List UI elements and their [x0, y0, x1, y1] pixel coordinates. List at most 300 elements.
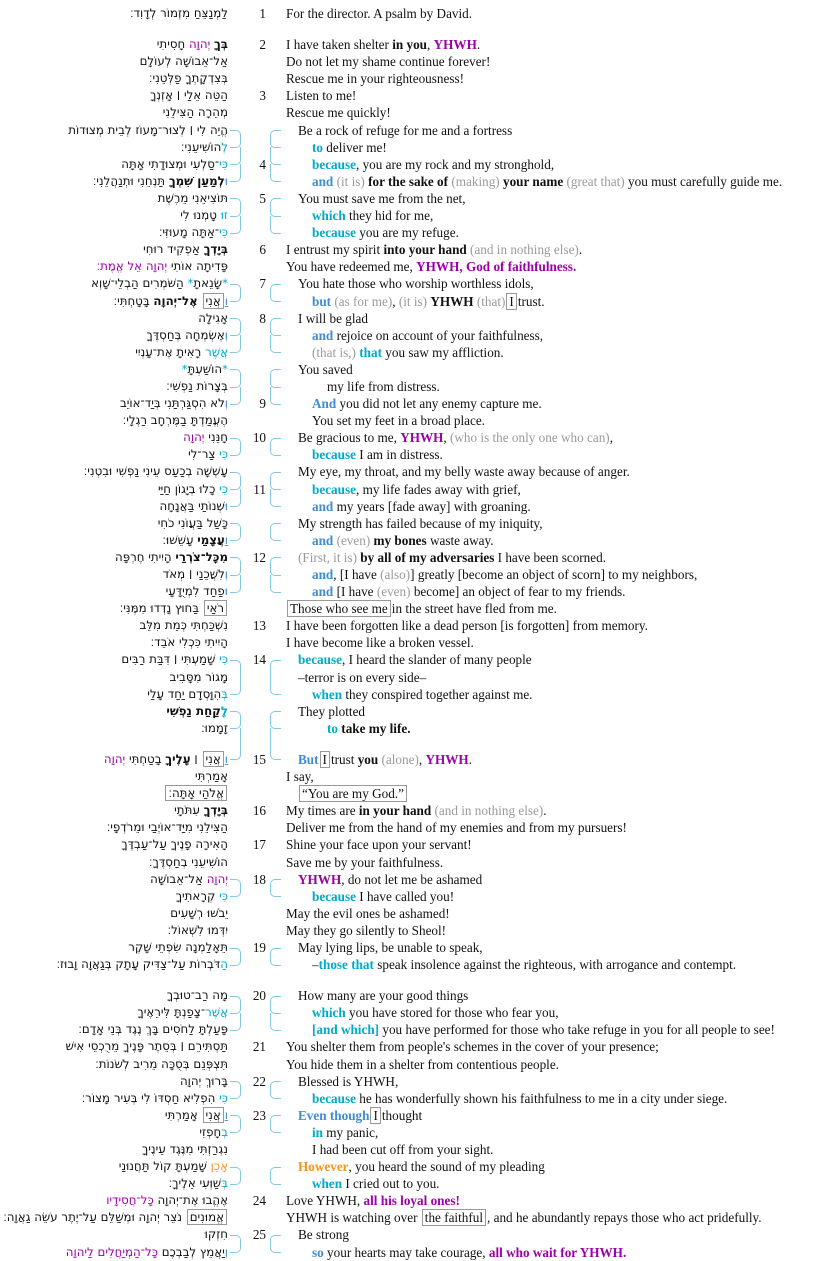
text-segment: הִפְלִיא חַסְדּוֹ לִי בְּעִיר מָצוֹר׃: [81, 1090, 220, 1105]
verse-number: [242, 122, 269, 139]
text-segment: כִּי: [219, 447, 228, 462]
verse-number: [242, 463, 269, 480]
hebrew-line: [0, 378, 228, 395]
hebrew-line: [0, 429, 228, 446]
bracket-connector: [228, 241, 242, 258]
text-segment: I have taken shelter: [286, 37, 393, 53]
hebrew-line: [0, 53, 228, 70]
english-line: [283, 1124, 825, 1141]
text-segment: you must carefully guide me.: [624, 173, 783, 189]
bracket-connector: [228, 1021, 242, 1038]
text-segment: YHWH: [433, 37, 477, 53]
text-segment: –: [312, 957, 319, 973]
bracket-connector: [269, 104, 283, 121]
verse-row: [0, 720, 825, 737]
verse-row: [0, 888, 825, 905]
bracket-connector: [269, 463, 283, 480]
text-segment: by all of my adversaries: [360, 549, 495, 565]
text-segment: YHWH: [400, 430, 444, 446]
verse-row: [0, 651, 825, 668]
text-segment: מָגוֹר מִסָּבִיב: [169, 669, 228, 684]
text-segment: because: [312, 1090, 356, 1106]
english-line: [283, 634, 825, 651]
text-segment: because: [312, 225, 356, 241]
bracket-connector: [228, 5, 242, 22]
verse-number: 14: [252, 652, 266, 668]
verse-row: [0, 703, 825, 720]
verse-row: [0, 156, 825, 173]
text-segment: בְּיָדְךָ: [203, 803, 228, 818]
text-segment: בְּ: [221, 686, 228, 701]
english-line: [283, 378, 825, 395]
english-line: [283, 463, 825, 480]
bracket-connector: [269, 498, 283, 515]
english-line: [283, 549, 825, 566]
verse-number: 8: [259, 310, 266, 326]
verse-number: [242, 378, 269, 395]
hebrew-line: [0, 922, 228, 939]
verse-row: [0, 310, 825, 327]
hebrew-line: [0, 1056, 228, 1073]
text-segment: Save me by your faithfulness.: [286, 854, 444, 870]
verse-number: 5: [259, 190, 266, 206]
bracket-connector: [269, 768, 283, 785]
verse-number: [242, 104, 269, 121]
english-line: [283, 327, 825, 344]
text-segment: (and in nothing else): [434, 803, 544, 819]
text-segment: I have called you!: [355, 888, 455, 904]
boxed-text: אֱלֹהַי אָתָּה׃: [165, 785, 227, 801]
text-segment: May they go silently to Sheol!: [286, 922, 447, 938]
verse-row: [0, 768, 825, 785]
verse-row: [0, 87, 825, 104]
text-segment: וַ: [224, 1107, 228, 1122]
verse-row: [0, 669, 825, 686]
hebrew-line: [0, 686, 228, 703]
verse-row: [0, 1090, 825, 1107]
bracket-connector: [228, 987, 242, 1004]
hebrew-line: [0, 156, 228, 173]
verse-number: [242, 258, 269, 275]
hebrew-line: [0, 515, 228, 532]
verse-row: [0, 293, 825, 310]
text-segment: You saved: [298, 361, 353, 377]
text-segment: YHWH: [430, 293, 474, 309]
bracket-connector: [228, 566, 242, 583]
text-segment: [and which]: [312, 1022, 380, 1038]
bracket-connector: [269, 327, 283, 344]
verse-row: [0, 1124, 825, 1141]
bracket-connector: [269, 819, 283, 836]
bracket-connector: [228, 1056, 242, 1073]
english-line: [283, 802, 825, 819]
text-segment: when: [312, 686, 343, 702]
text-segment: (it is): [398, 293, 428, 309]
hebrew-line: [0, 139, 228, 156]
bracket-connector: [269, 207, 283, 224]
text-segment: (even): [376, 584, 411, 600]
bracket-connector: [228, 888, 242, 905]
bracket-connector: [269, 617, 283, 634]
text-segment: תּוֹצִיאֵנִי מֵרֶשֶׁת: [157, 190, 228, 205]
text-segment: (as for me): [334, 293, 393, 309]
verse-number: 2: [259, 37, 266, 53]
bracket-connector: [228, 549, 242, 566]
text-segment: You set my feet in a broad place.: [312, 413, 485, 429]
verse-row: [0, 173, 825, 190]
english-line: [283, 122, 825, 139]
text-segment: עִתֹּתָי: [174, 803, 204, 818]
english-line: [283, 854, 825, 871]
hebrew-line: [0, 498, 228, 515]
hebrew-line: [0, 344, 228, 361]
text-segment: וּ: [224, 498, 228, 513]
verse-row: [0, 481, 825, 498]
hebrew-line: [0, 703, 228, 720]
text-segment: בַּחוּץ נָדְדוּ מִמֶּנִּי׃: [119, 601, 203, 616]
bracket-connector: [228, 412, 242, 429]
text-segment: and: [312, 327, 334, 343]
text-segment: לֹא הִסְגַּרְתַּנִי בְּיַד־אוֹיֵב: [119, 396, 225, 411]
text-segment: יְהוָה: [183, 430, 205, 445]
english-line: [283, 173, 825, 190]
verse-number: [242, 293, 269, 310]
text-segment: הוֹשִׁיעֵנִי בְחַסְדֶּךָ׃: [149, 854, 228, 869]
bracket-connector: [228, 258, 242, 275]
hebrew-line: [0, 600, 228, 617]
text-segment: מְהֵרָה הַצִּילֵנִי: [162, 105, 228, 120]
verse-number: 19: [252, 939, 266, 955]
bracket-connector: [228, 1038, 242, 1055]
verse-row: [0, 1175, 825, 1192]
text-segment: פָּעַלְתָּ לַחֹסִים בָּךְ נֶגֶד בְּנֵי אָדָם׃: [78, 1022, 228, 1037]
bracket-connector: [269, 1073, 283, 1090]
bracket-connector: [269, 1038, 283, 1055]
text-segment: *: [222, 276, 228, 291]
english-line: [283, 871, 825, 888]
verse-number: [242, 1021, 269, 1038]
english-line: [283, 156, 825, 173]
bracket-connector: [269, 987, 283, 1004]
text-segment: בְּ: [221, 1176, 228, 1191]
text-segment: which: [312, 208, 346, 224]
hebrew-line: [0, 939, 228, 956]
text-segment: they hid for me,: [345, 208, 434, 224]
hebrew-line: [0, 5, 228, 22]
verse-number: 13: [252, 618, 266, 634]
verse-row: [0, 871, 825, 888]
bracket-connector: [228, 361, 242, 378]
hebrew-line: [0, 532, 228, 549]
bracket-connector: [228, 600, 242, 617]
bracket-connector: [228, 1192, 242, 1209]
text-segment: .: [543, 803, 547, 819]
verse-number: [242, 1158, 269, 1175]
english-line: [283, 720, 825, 737]
text-segment: טָמְנוּ לִי: [180, 208, 221, 223]
text-segment: שַׁוְּעִי אֵלֶיךָ׃: [168, 1176, 222, 1191]
english-line: [283, 361, 825, 378]
hebrew-line: [0, 310, 228, 327]
verse-number: 3: [259, 88, 266, 104]
bracket-connector: [228, 1244, 242, 1261]
verse-number: [242, 498, 269, 515]
text-segment: You hate those who worship worthless idols,: [298, 276, 534, 292]
text-segment: because: [312, 447, 356, 463]
verse-row: [0, 956, 825, 973]
english-line: [283, 785, 825, 802]
text-segment: (great that): [566, 173, 625, 189]
bracket-connector: [228, 1226, 242, 1243]
verse-number: [242, 1124, 269, 1141]
bracket-connector: [269, 922, 283, 939]
text-segment: חִזְקוּ: [204, 1227, 228, 1242]
bracket-connector: [228, 854, 242, 871]
text-segment: וְ: [224, 396, 228, 411]
english-line: [283, 1038, 825, 1055]
english-line: [283, 1073, 825, 1090]
verse-row: [0, 241, 825, 258]
english-line: [283, 412, 825, 429]
text-segment: אַל־אֵבוֹשָׁה לְעוֹלָם: [139, 54, 228, 69]
verse-row: [0, 819, 825, 836]
text-segment: become] an object of fear to my friends.: [410, 584, 626, 600]
english-line: [283, 669, 825, 686]
text-segment: .: [476, 37, 481, 53]
bracket-connector: [269, 481, 283, 498]
english-line: [283, 1175, 825, 1192]
verse-number: 12: [252, 549, 266, 565]
text-segment: Love YHWH,: [286, 1193, 364, 1209]
text-segment: However: [298, 1159, 349, 1175]
bracket-connector: [228, 104, 242, 121]
text-segment: וּ: [224, 173, 228, 188]
text-segment: You have redeemed me,: [286, 259, 417, 275]
hebrew-line: [0, 1158, 228, 1175]
boxed-text: רֹאַי: [204, 600, 227, 616]
english-line: [283, 751, 825, 768]
hebrew-line: [0, 720, 228, 737]
english-line: [283, 1244, 825, 1261]
hebrew-line: [0, 888, 228, 905]
hebrew-line: [0, 871, 228, 888]
text-segment: which: [312, 1005, 346, 1021]
english-line: [283, 1056, 825, 1073]
english-line: [283, 429, 825, 446]
text-segment: ׀: [190, 751, 202, 766]
bracket-connector: [269, 1192, 283, 1209]
text-segment: (that): [476, 293, 506, 309]
text-segment: (even): [336, 532, 371, 548]
text-segment: I entrust my spirit: [286, 242, 384, 258]
hebrew-line: [0, 446, 228, 463]
verse-row: [0, 1038, 825, 1055]
text-segment: יִדְּמוּ לִשְׁאוֹל׃: [167, 922, 228, 937]
hebrew-line: [0, 1226, 228, 1243]
bracket-connector: [269, 361, 283, 378]
verse-number: [242, 703, 269, 720]
text-segment: וְ: [224, 567, 228, 581]
text-segment: אֲשֶׁר: [205, 1005, 228, 1020]
english-line: [283, 1141, 825, 1158]
text-segment: עָשֵׁשׁוּ׃: [162, 532, 198, 547]
verse-row: [0, 905, 825, 922]
text-segment: לִשֲׁכֵנַי ׀ מְאֹד: [162, 567, 225, 581]
bracket-connector: [269, 1175, 283, 1192]
verse-number: 23: [252, 1107, 266, 1123]
verse-row: [0, 1158, 825, 1175]
verse-row: [0, 1073, 825, 1090]
english-line: [283, 481, 825, 498]
text-segment: *: [181, 361, 188, 376]
verse-number: [242, 785, 269, 802]
text-segment: they conspired together against me.: [342, 686, 533, 702]
text-segment: נִגְרַזְתִּי מִנֶּגֶד עֵינֶיךָ: [141, 1142, 228, 1156]
text-segment: deliver me!: [323, 139, 387, 155]
text-segment: וּ: [224, 584, 228, 599]
verse-number: [242, 819, 269, 836]
text-segment: קַחַת נַפְשִׁי: [166, 703, 221, 718]
bracket-connector: [228, 293, 242, 310]
verse-number: [242, 446, 269, 463]
text-segment: אֶל־יְהוָה: [153, 293, 198, 308]
hebrew-line: [0, 905, 228, 922]
text-segment: I have been scorned.: [494, 549, 607, 565]
hebrew-line: [0, 481, 228, 498]
bracket-connector: [228, 956, 242, 973]
bracket-connector: [228, 669, 242, 686]
bracket-connector: [269, 1141, 283, 1158]
boxed-text: the faithful: [422, 1209, 486, 1226]
text-segment: יְהוָה: [206, 871, 228, 886]
text-segment: you: [357, 751, 379, 767]
bracket-connector: [269, 939, 283, 956]
bracket-connector: [228, 463, 242, 480]
text-segment: in: [312, 1124, 323, 1140]
text-segment: נִשְׁכַּחְתִּי כְּמֵת מִלֵּב: [139, 618, 228, 633]
text-segment: my life from distress.: [327, 378, 440, 394]
hebrew-line: [0, 956, 228, 973]
bracket-connector: [228, 634, 242, 651]
text-segment: יֵבֹשׁוּ רְשָׁעִים: [170, 905, 228, 920]
english-line: [283, 583, 825, 600]
text-segment: Even though: [298, 1107, 370, 1123]
bracket-connector: [269, 87, 283, 104]
verse-row: [0, 922, 825, 939]
bracket-connector: [269, 583, 283, 600]
verse-number: 24: [252, 1193, 266, 1209]
hebrew-line: [0, 566, 228, 583]
verse-row: [0, 344, 825, 361]
english-line: [283, 651, 825, 668]
text-segment: Shine your face upon your servant!: [286, 837, 472, 853]
text-segment: , you are my rock and my stronghold,: [355, 156, 555, 172]
text-segment: הָיִיתִי חֶרְפָּה: [115, 549, 176, 564]
text-segment: May lying lips, be unable to speak,: [298, 939, 483, 955]
bracket-connector: [269, 1209, 283, 1226]
verse-row: [0, 498, 825, 515]
bracket-connector: [228, 156, 242, 173]
text-segment: I cried out to you.: [342, 1176, 440, 1192]
bracket-connector: [269, 139, 283, 156]
bracket-connector: [269, 686, 283, 703]
text-segment: יְהוָה אֵל אֱמֶת׃: [96, 259, 168, 274]
bracket-connector: [269, 190, 283, 207]
text-segment: אָגִילָה: [198, 310, 228, 325]
text-segment: Do not let my shame continue forever!: [286, 54, 491, 70]
english-line: [283, 1090, 825, 1107]
bracket-connector: [269, 1244, 283, 1261]
bracket-connector: [228, 378, 242, 395]
bracket-connector: [269, 310, 283, 327]
text-segment: in your hand: [358, 803, 432, 819]
hebrew-line: [0, 327, 228, 344]
text-segment: My times are: [286, 803, 359, 819]
text-segment: הֱיֵה לִי ׀ לְצוּר־מָעוֹז לְבֵית מְצוּדוֹת: [68, 122, 228, 137]
english-line: [283, 446, 825, 463]
text-segment: and: [312, 532, 334, 548]
verse-row: [0, 785, 825, 802]
bracket-connector: [228, 751, 242, 768]
bracket-connector: [269, 122, 283, 139]
english-line: [283, 987, 825, 1004]
text-segment: תֵּאָלַמְנָה שִׂפְתֵי שָׁקֶר: [128, 939, 228, 954]
bracket-connector: [269, 669, 283, 686]
boxed-text: אֲנִי: [203, 293, 224, 309]
verse-row: [0, 104, 825, 121]
hebrew-line: [0, 1175, 228, 1192]
verse-row: [0, 412, 825, 429]
english-line: [283, 395, 825, 412]
text-segment: פַחַד לִמְיֻדָּעָי: [165, 584, 225, 599]
bracket-connector: [269, 1090, 283, 1107]
verse-number: 20: [252, 988, 266, 1004]
text-segment: , you heard the sound of my pleading: [348, 1159, 545, 1175]
english-line: [283, 939, 825, 956]
text-segment: Deliver me from the hand of my enemies and from my pursuers!: [286, 820, 627, 836]
text-segment: בְּצָרוֹת נַפְשִׁי׃: [166, 378, 228, 393]
hebrew-line: [0, 1124, 228, 1141]
text-segment: YHWH: [425, 751, 469, 767]
verse-number: [242, 1175, 269, 1192]
hebrew-line: [0, 583, 228, 600]
text-segment: my panic,: [323, 1124, 379, 1140]
text-segment: בְ: [221, 1124, 228, 1139]
verse-row: [0, 1209, 825, 1226]
verse-row: [0, 139, 825, 156]
text-segment: חָסִיתִי: [156, 37, 189, 52]
text-segment: thought: [381, 1107, 423, 1123]
verse-number: [242, 905, 269, 922]
verse-number: [242, 1141, 269, 1158]
english-line: [283, 139, 825, 156]
text-segment: But: [298, 751, 319, 767]
verse-row: [0, 361, 825, 378]
bracket-connector: [228, 1004, 242, 1021]
hebrew-line: [0, 463, 228, 480]
text-segment: rejoice on account of your faithfulness,: [333, 327, 544, 343]
english-line: [283, 36, 825, 53]
bracket-connector: [228, 515, 242, 532]
text-segment: when: [312, 1176, 343, 1192]
english-line: [283, 258, 825, 275]
text-segment: וְ: [224, 1244, 228, 1259]
bracket-connector: [228, 617, 242, 634]
bracket-connector: [269, 905, 283, 922]
hebrew-line: [0, 1192, 228, 1209]
bracket-connector: [228, 275, 242, 292]
text-segment: ] greatly [become an object of scorn] to my neighbors,: [410, 567, 698, 582]
